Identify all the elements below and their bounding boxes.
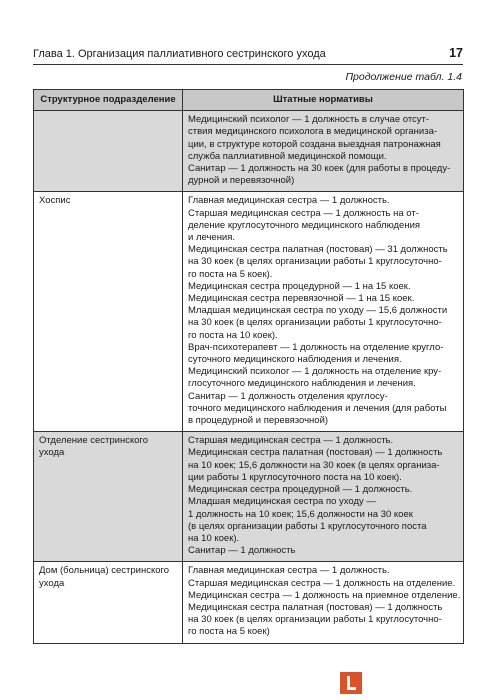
- norm-text-line: Младшая медицинская сестра по уходу — 15,6 должности: [188, 305, 448, 317]
- unit-name-cell: [34, 432, 183, 562]
- norm-text-line: (в целях организации работы 1 круглосуточного поста: [188, 520, 427, 532]
- norm-text-line: Главная медицинская сестра — 1 должность.: [188, 565, 390, 577]
- norm-text-line: служба паллиативной медицинской помощи.: [188, 150, 387, 162]
- norm-text-line: Медицинская сестра палатная (постовая) — 1 должность: [188, 601, 443, 613]
- norm-text-line: на 30 коек (в целях организации работы 1 круглосуточно-: [188, 614, 442, 626]
- norm-text-line: го поста на 5 коек).: [188, 268, 273, 280]
- norm-text-line: в процедурной и перевязочной): [188, 415, 329, 427]
- norm-text-line: суточного медицинского наблюдения и лечения.: [188, 354, 402, 366]
- norm-text-line: Главная медицинская сестра — 1 должность.: [188, 195, 390, 207]
- norm-text-line: Медицинская сестра процедурной — 1 должность.: [188, 484, 413, 496]
- page-number: 17: [449, 46, 463, 60]
- norm-text-line: Санитар — 1 должность: [188, 545, 296, 557]
- norm-text-line: Младшая медицинская сестра по уходу —: [188, 496, 376, 508]
- unit-name-line: Хоспис: [39, 195, 71, 207]
- staffing-table: [33, 89, 464, 644]
- unit-name-cell: [34, 111, 183, 192]
- table-continuation-note: Продолжение табл. 1.4: [345, 71, 462, 83]
- norm-text-line: и лечения.: [188, 232, 236, 244]
- unit-name-cell: [34, 562, 183, 643]
- norm-text-line: Медицинский психолог — 1 должность на отделение кру-: [188, 366, 442, 378]
- norm-text-line: Санитар — 1 должность на 30 коек (для работы в процеду-: [188, 163, 451, 175]
- norm-text-line: деление круглосуточного медицинского наблюдения: [188, 219, 421, 231]
- norm-text-line: на 30 коек (в целях организации работы 1 круглосуточно-: [188, 256, 442, 268]
- unit-name-cell: [34, 192, 183, 432]
- norm-text-line: го поста на 5 коек): [188, 626, 270, 638]
- norm-text-line: Санитар — 1 должность отделения круглосу-: [188, 390, 388, 402]
- header-rule: [33, 64, 463, 65]
- table-row: [34, 432, 464, 562]
- staffing-norms-cell: [183, 111, 464, 192]
- norm-text-line: 1 должность на 10 коек; 15,6 должности на 30 коек: [188, 508, 413, 520]
- norm-text-line: ции работы 1 круглосуточного поста на 10 коек).: [188, 471, 402, 483]
- norm-text-line: Медицинская сестра — 1 должность на приемное отделение.: [188, 589, 461, 601]
- unit-name-line: Отделение сестринского: [39, 435, 149, 447]
- norm-text-line: глосуточного медицинского наблюдения и лечения.: [188, 378, 416, 390]
- column-header-unit: Структурное подразделение: [34, 90, 183, 111]
- running-header: [33, 46, 463, 60]
- norm-text-line: Старшая медицинская сестра — 1 должность на отделение.: [188, 577, 456, 589]
- norm-text-line: Медицинский психолог — 1 должность в случае отсут-: [188, 114, 430, 126]
- table-row: [34, 111, 464, 192]
- norm-text-line: на 10 коек).: [188, 532, 240, 544]
- staffing-norms-cell: [183, 192, 464, 432]
- norm-text-line: ствия медицинского психолога в медицинской организа-: [188, 126, 438, 138]
- norm-text-line: точного медицинского наблюдения и лечения (для работы: [188, 402, 447, 414]
- norm-text-line: на 30 коек (в целях организации работы 1 круглосуточно-: [188, 317, 442, 329]
- norm-text-line: Старшая медицинская сестра — 1 должность на от-: [188, 207, 419, 219]
- unit-name-line: ухода: [39, 447, 65, 459]
- norm-text-line: Медицинская сестра процедурной — 1 на 15 коек.: [188, 280, 411, 292]
- table-row: [34, 562, 464, 643]
- staffing-norms-cell: [183, 562, 464, 643]
- norm-text-line: Врач-психотерапевт — 1 должность на отделение кругло-: [188, 341, 444, 353]
- norm-text-line: на 10 коек; 15,6 должности на 30 коек (в целях организа-: [188, 459, 440, 471]
- column-header-norms: Штатные нормативы: [183, 90, 464, 111]
- publisher-logo-icon: [340, 672, 362, 694]
- norm-text-line: Старшая медицинская сестра — 1 должность.: [188, 435, 394, 447]
- norm-text-line: ции, в структуре которой создана выездная патронажная: [188, 138, 441, 150]
- table-header-row: [34, 90, 464, 111]
- norm-text-line: Медицинская сестра палатная (постовая) — 1 должность: [188, 447, 443, 459]
- table-row: [34, 192, 464, 432]
- norm-text-line: Медицинская сестра перевязочной — 1 на 15 коек.: [188, 293, 415, 305]
- norm-text-line: Медицинская сестра палатная (постовая) — 31 должность: [188, 244, 448, 256]
- unit-name-line: Дом (больница) сестринского: [39, 565, 170, 577]
- chapter-title: Глава 1. Организация паллиативного сестринского ухода: [33, 48, 326, 60]
- staffing-norms-cell: [183, 432, 464, 562]
- norm-text-line: го поста на 10 коек).: [188, 329, 278, 341]
- unit-name-line: ухода: [39, 577, 65, 589]
- norm-text-line: дурной и перевязочной): [188, 175, 295, 187]
